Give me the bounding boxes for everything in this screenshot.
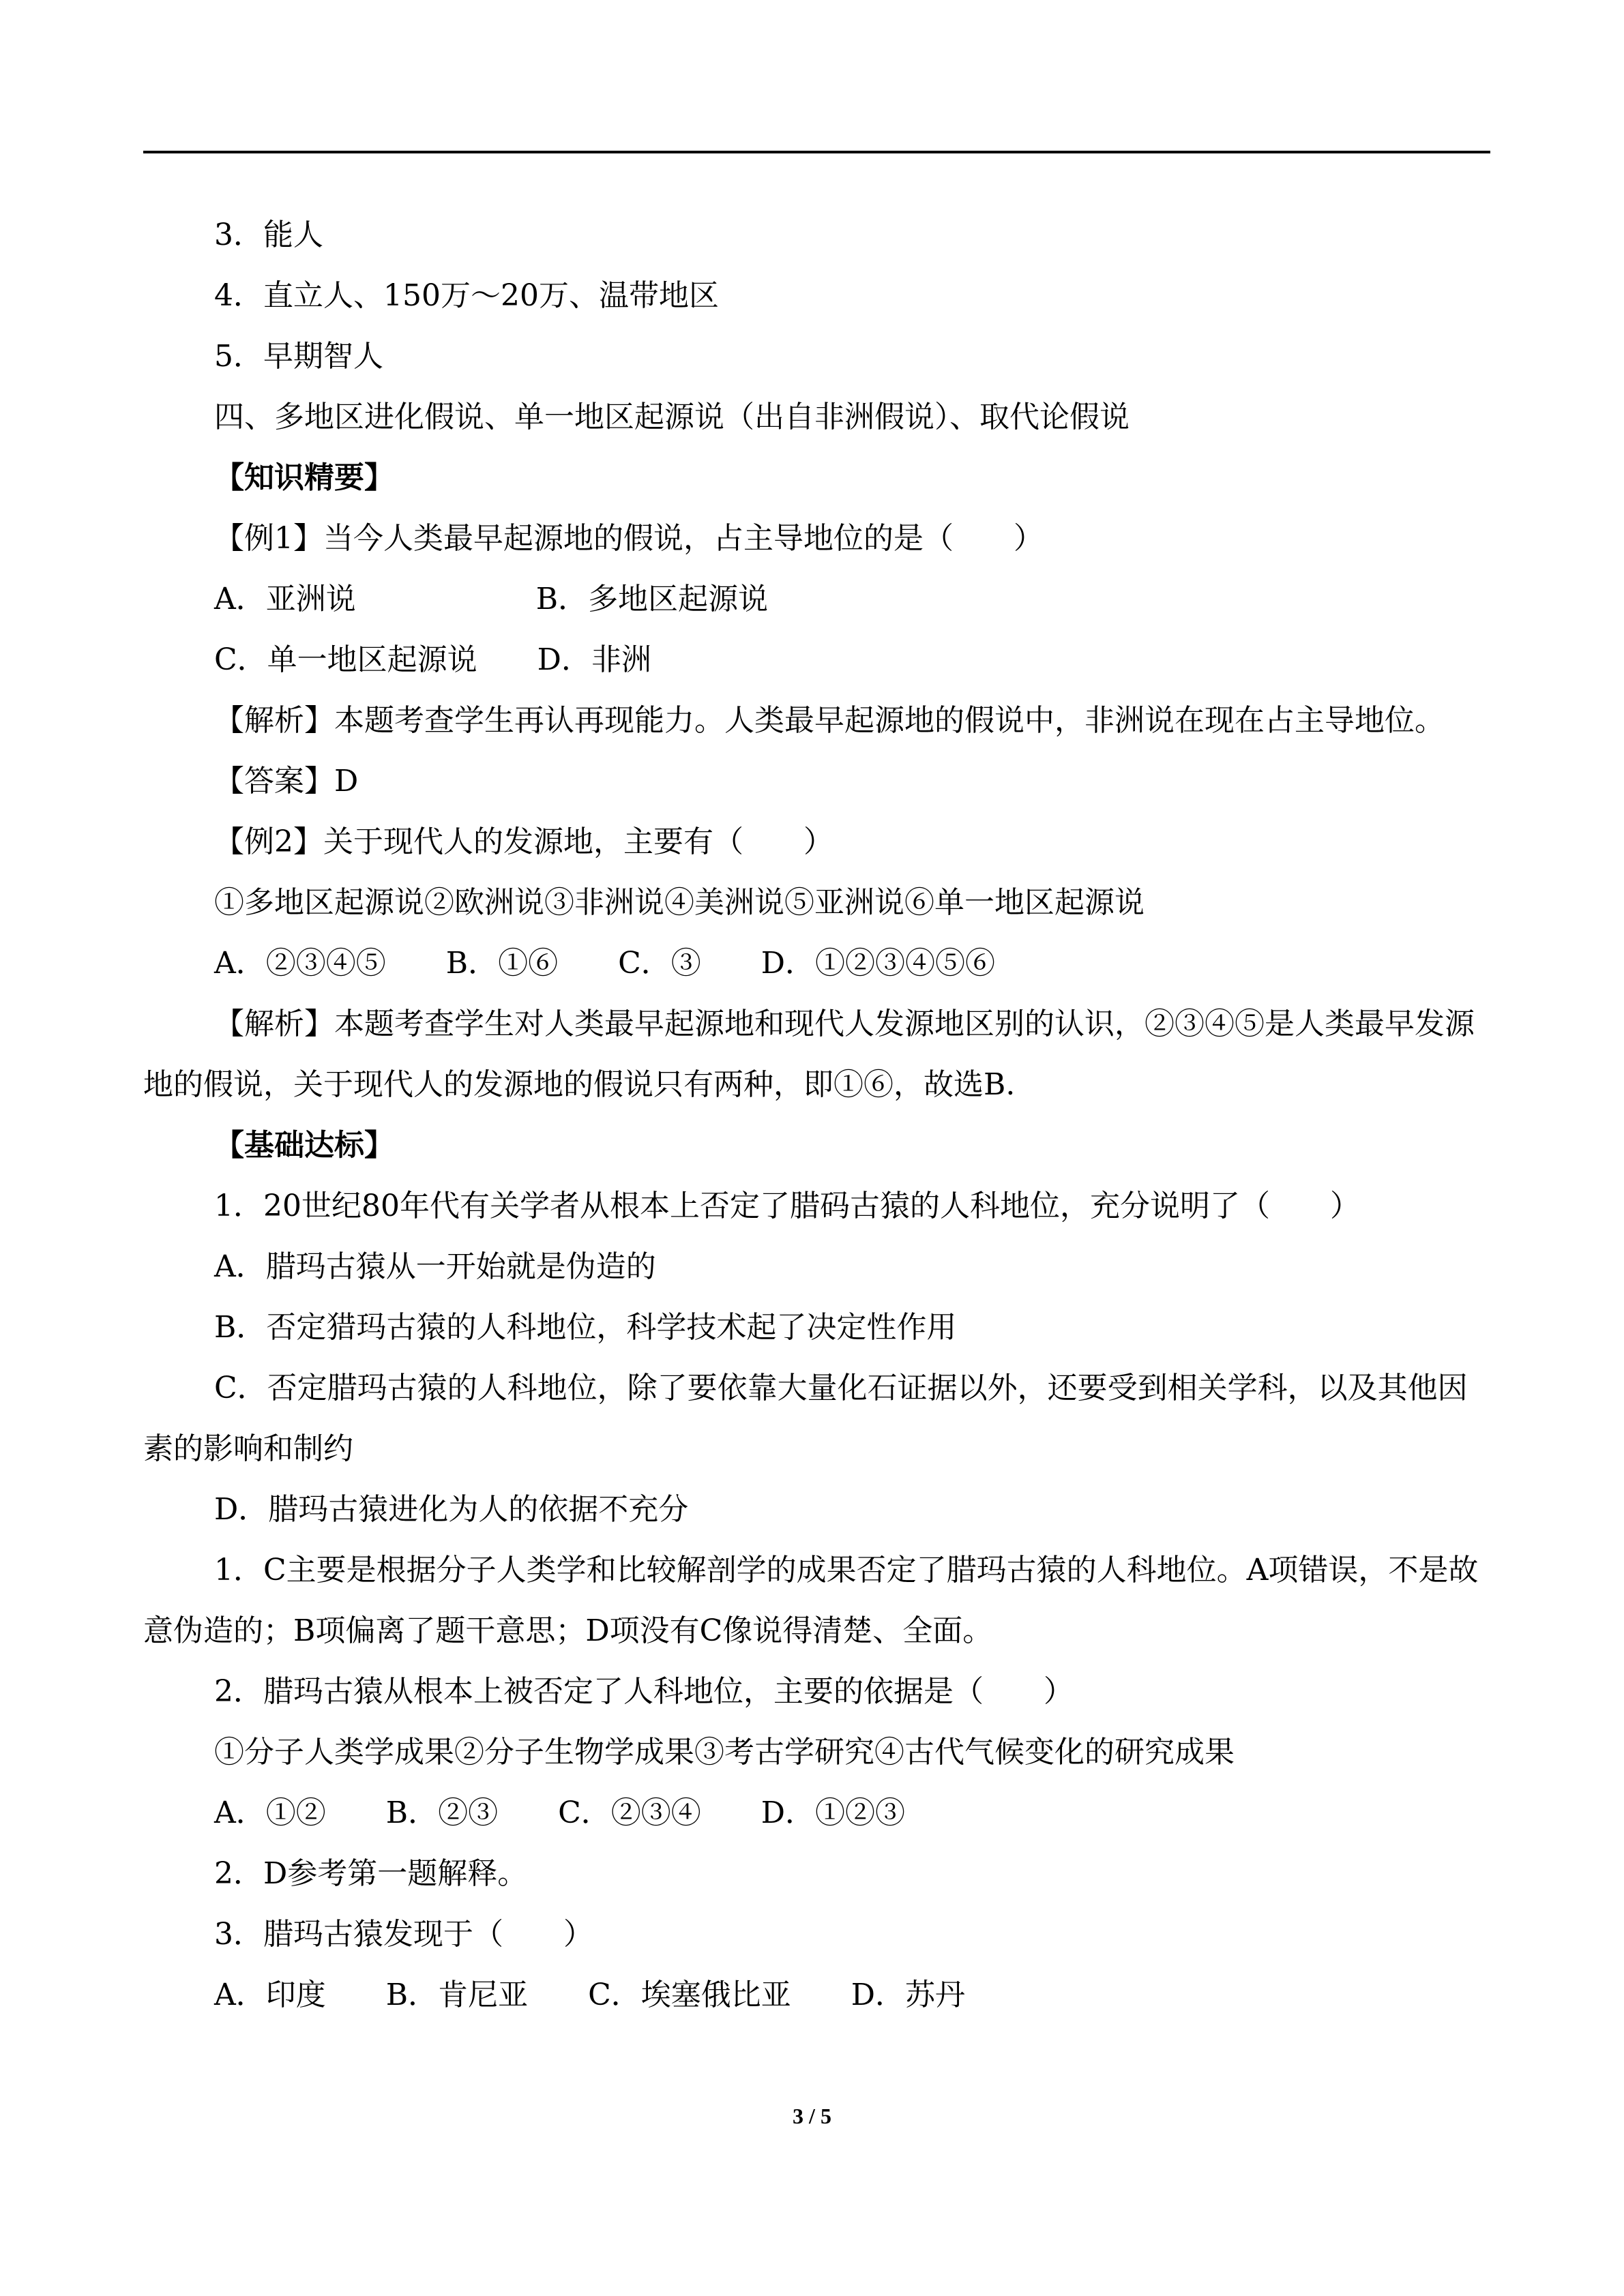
question-3: 3．腊玛古猿发现于（ ）: [214, 1917, 593, 1952]
question-1-option-c: C．否定腊玛古猿的人科地位，除了要依靠大量化石证据以外，还要受到相关学科，以及其他因素的影响和制约: [143, 1371, 1468, 1466]
section-heading-knowledge: 【知识精要】: [214, 460, 394, 495]
example-2-items: ①多地区起源说②欧洲说③非洲说④美洲说⑤亚洲说⑥单一地区起源说: [214, 885, 1145, 920]
question-3-options: A．印度 B．肯尼亚 C．埃塞俄比亚 D．苏丹: [214, 1978, 966, 2012]
section-heading-basic: 【基础达标】: [214, 1128, 394, 1163]
question-2: 2．腊玛古猿从根本上被否定了人科地位，主要的依据是（ ）: [214, 1674, 1074, 1709]
line-2: 4．直立人、150万～20万、温带地区: [214, 278, 719, 313]
example-1-answer: 【答案】D: [214, 764, 359, 799]
example-1-analysis: 【解析】本题考查学生再认再现能力。人类最早起源地的假说中，非洲说在现在占主导地位。: [214, 703, 1445, 738]
page-number: 3 / 5: [793, 2104, 831, 2128]
example-1-options-ab: A．亚洲说 B．多地区起源说: [214, 582, 769, 616]
document-body: [143, 205, 1490, 2025]
example-2-analysis: 【解析】本题考查学生对人类最早起源地和现代人发源地区别的认识，②③④⑤是人类最早发源地的假说，关于现代人的发源地的假说只有两种，即①⑥，故选B.: [143, 1007, 1475, 1102]
example-2-options: A．②③④⑤ B．①⑥ C．③ D．①②③④⑤⑥: [214, 946, 996, 981]
question-1: 1．20世纪80年代有关学者从根本上否定了腊码古猿的人科地位，充分说明了（ ）: [214, 1189, 1360, 1223]
question-1-explanation: 1．C主要是根据分子人类学和比较解剖学的成果否定了腊玛古猿的人科地位。A项错误，不是故意伪造的；B项偏离了题干意思；D项没有C像说得清楚、全面。: [143, 1553, 1479, 1648]
question-2-explanation: 2．D参考第一题解释。: [214, 1856, 528, 1891]
example-1-options-cd: C．单一地区起源说 D．非洲: [214, 642, 651, 677]
example-1-question: 【例1】当今人类最早起源地的假说，占主导地位的是（ ）: [214, 521, 1044, 556]
question-2-options: A．①② B．②③ C．②③④ D．①②③: [214, 1795, 906, 1830]
question-1-option-d: D．腊玛古猿进化为人的依据不充分: [214, 1492, 689, 1527]
header-rule: [143, 151, 1490, 153]
question-1-option-a: A．腊玛古猿从一开始就是伪造的: [214, 1249, 656, 1284]
line-3: 5．早期智人: [214, 339, 383, 374]
question-1-option-b: B．否定猎玛古猿的人科地位，科学技术起了决定性作用: [214, 1310, 957, 1345]
example-2-question: 【例2】关于现代人的发源地，主要有（ ）: [214, 824, 833, 859]
question-2-items: ①分子人类学成果②分子生物学成果③考古学研究④古代气候变化的研究成果: [214, 1735, 1235, 1770]
line-4: 四、多地区进化假说、单一地区起源说（出自非洲假说）、取代论假说: [214, 400, 1130, 434]
line-1: 3．能人: [214, 218, 323, 252]
